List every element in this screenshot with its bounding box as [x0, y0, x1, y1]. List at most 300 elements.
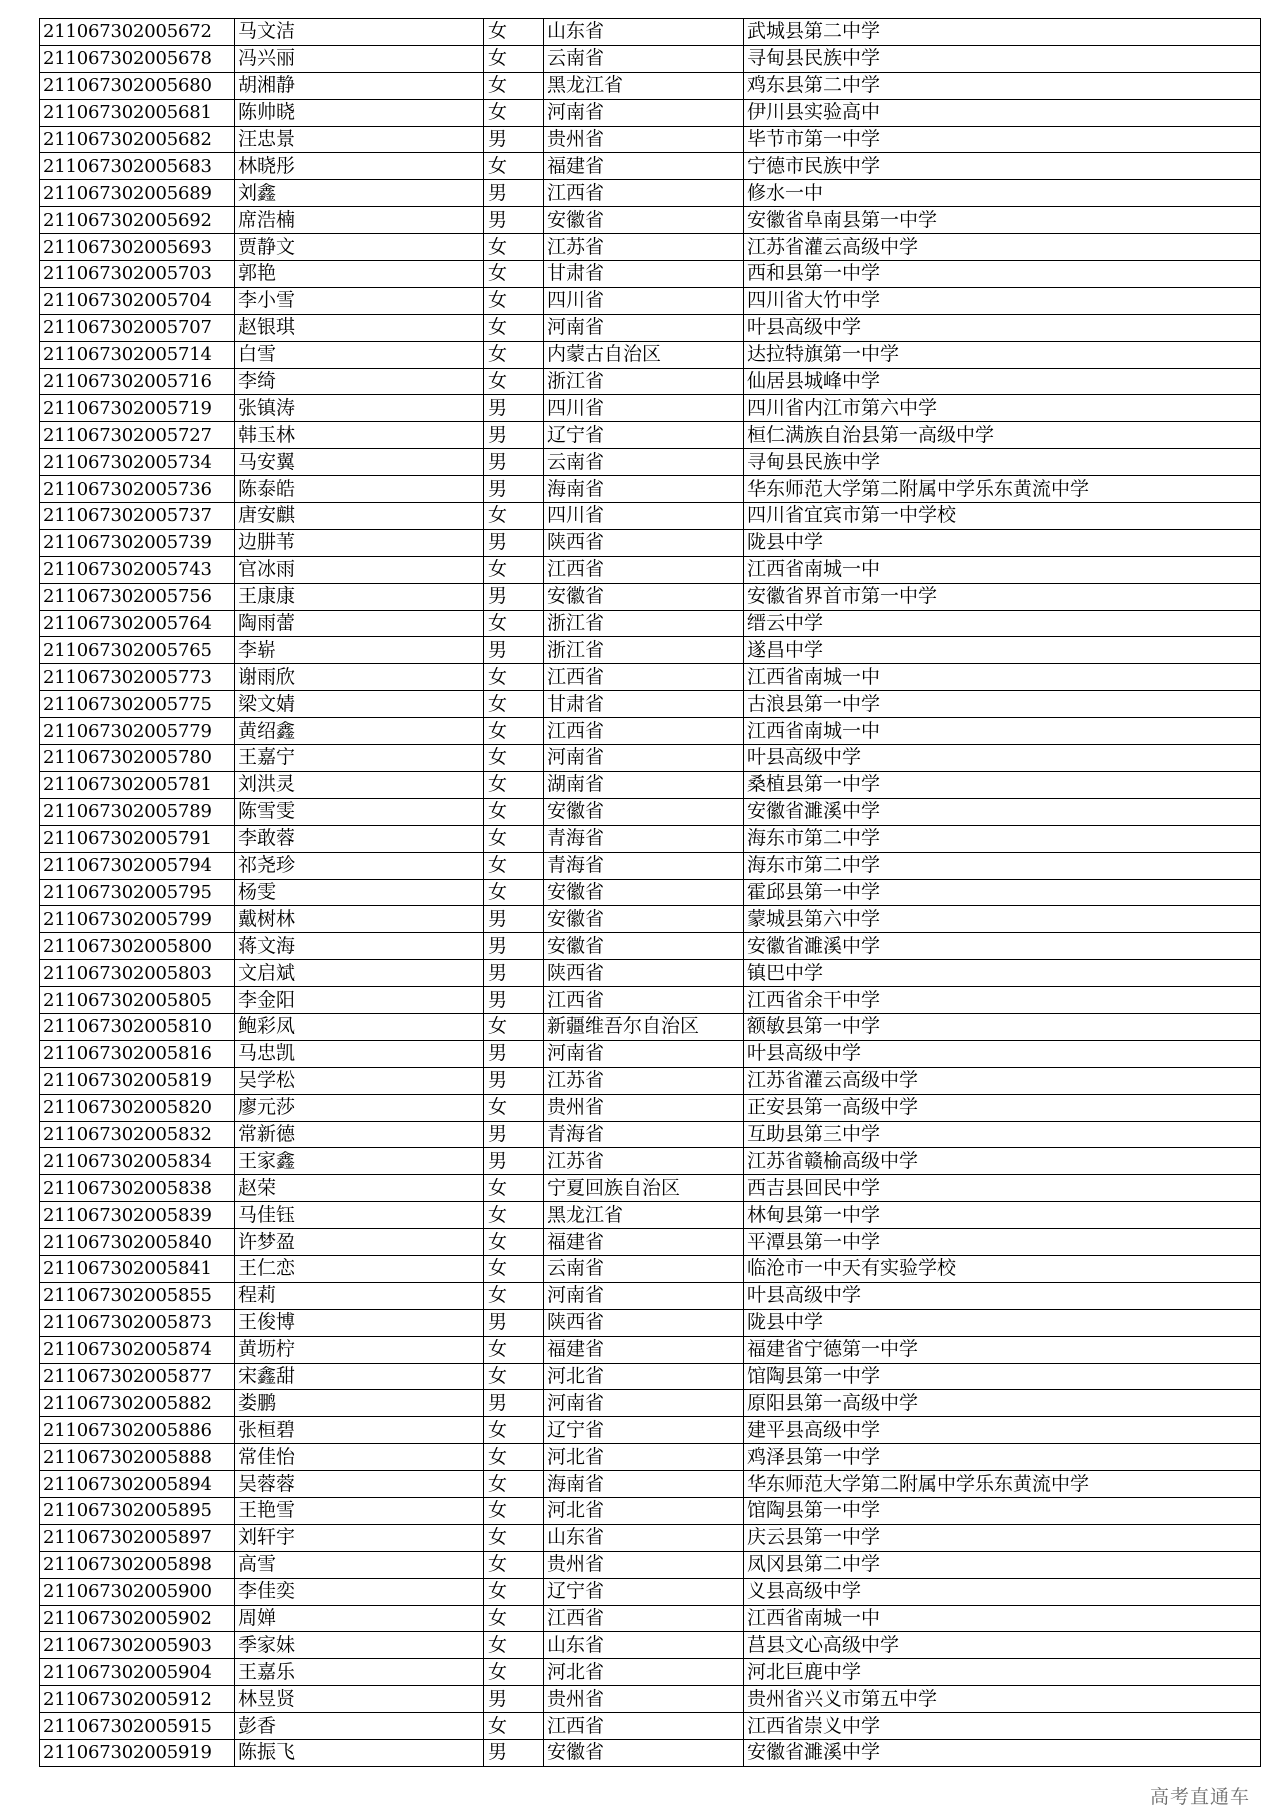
province-cell: 浙江省 — [544, 368, 744, 395]
candidate-id-cell: 211067302005714 — [40, 341, 235, 368]
candidate-id-cell: 211067302005743 — [40, 556, 235, 583]
candidate-id-cell: 211067302005805 — [40, 987, 235, 1014]
province-cell: 福建省 — [544, 153, 744, 180]
province-cell: 甘肃省 — [544, 261, 744, 288]
table-row — [40, 1713, 1261, 1740]
candidate-id-cell: 211067302005683 — [40, 153, 235, 180]
school-name-cell: 正安县第一高级中学 — [744, 1094, 1261, 1121]
table-row — [40, 449, 1261, 476]
candidate-id-cell: 211067302005764 — [40, 610, 235, 637]
student-name-cell: 陈雪雯 — [235, 798, 484, 825]
province-cell: 宁夏回族自治区 — [544, 1175, 744, 1202]
gender-cell: 女 — [484, 1013, 544, 1040]
gender-cell: 女 — [484, 1282, 544, 1309]
gender-cell: 男 — [484, 987, 544, 1014]
table-row — [40, 1013, 1261, 1040]
school-name-cell: 西和县第一中学 — [744, 261, 1261, 288]
school-name-cell: 鸡泽县第一中学 — [744, 1444, 1261, 1471]
student-name-cell: 黄坜柠 — [235, 1336, 484, 1363]
candidate-id-cell: 211067302005855 — [40, 1282, 235, 1309]
student-name-cell: 廖元莎 — [235, 1094, 484, 1121]
province-cell: 海南省 — [544, 476, 744, 503]
province-cell: 河南省 — [544, 314, 744, 341]
table-row — [40, 610, 1261, 637]
table-row — [40, 153, 1261, 180]
school-name-cell: 古浪县第一中学 — [744, 691, 1261, 718]
student-name-cell: 李小雪 — [235, 287, 484, 314]
table-row — [40, 45, 1261, 72]
table-row — [40, 1632, 1261, 1659]
candidate-id-cell: 211067302005839 — [40, 1202, 235, 1229]
school-name-cell: 互助县第三中学 — [744, 1121, 1261, 1148]
candidate-id-cell: 211067302005795 — [40, 879, 235, 906]
province-cell: 安徽省 — [544, 798, 744, 825]
school-name-cell: 武城县第二中学 — [744, 19, 1261, 46]
table-row — [40, 395, 1261, 422]
student-name-cell: 李金阳 — [235, 987, 484, 1014]
province-cell: 贵州省 — [544, 1686, 744, 1713]
province-cell: 浙江省 — [544, 637, 744, 664]
table-row — [40, 476, 1261, 503]
school-name-cell: 四川省宜宾市第一中学校 — [744, 503, 1261, 530]
province-cell: 内蒙古自治区 — [544, 341, 744, 368]
candidate-id-cell: 211067302005707 — [40, 314, 235, 341]
candidate-id-cell: 211067302005888 — [40, 1444, 235, 1471]
school-name-cell: 仙居县城峰中学 — [744, 368, 1261, 395]
gender-cell: 女 — [484, 879, 544, 906]
province-cell: 河北省 — [544, 1659, 744, 1686]
gender-cell: 女 — [484, 153, 544, 180]
candidate-id-cell: 211067302005895 — [40, 1497, 235, 1524]
table-row — [40, 1659, 1261, 1686]
gender-cell: 女 — [484, 745, 544, 772]
table-body — [40, 19, 1261, 1767]
candidate-id-cell: 211067302005820 — [40, 1094, 235, 1121]
student-name-cell: 郭艳 — [235, 261, 484, 288]
gender-cell: 女 — [484, 1659, 544, 1686]
province-cell: 安徽省 — [544, 207, 744, 234]
table-row — [40, 771, 1261, 798]
province-cell: 安徽省 — [544, 879, 744, 906]
student-name-cell: 贾静文 — [235, 234, 484, 261]
candidate-id-cell: 211067302005716 — [40, 368, 235, 395]
gender-cell: 女 — [484, 234, 544, 261]
school-name-cell: 江西省余干中学 — [744, 987, 1261, 1014]
table-row — [40, 207, 1261, 234]
province-cell: 江西省 — [544, 556, 744, 583]
school-name-cell: 江西省南城一中 — [744, 1605, 1261, 1632]
gender-cell: 男 — [484, 422, 544, 449]
candidate-id-cell: 211067302005840 — [40, 1229, 235, 1256]
gender-cell: 男 — [484, 1686, 544, 1713]
province-cell: 江西省 — [544, 180, 744, 207]
province-cell: 黑龙江省 — [544, 72, 744, 99]
table-row — [40, 987, 1261, 1014]
gender-cell: 女 — [484, 368, 544, 395]
candidate-id-cell: 211067302005810 — [40, 1013, 235, 1040]
school-name-cell: 庆云县第一中学 — [744, 1524, 1261, 1551]
table-row — [40, 1417, 1261, 1444]
gender-cell: 女 — [484, 287, 544, 314]
gender-cell: 女 — [484, 691, 544, 718]
gender-cell: 女 — [484, 664, 544, 691]
gender-cell: 男 — [484, 960, 544, 987]
table-row — [40, 825, 1261, 852]
gender-cell: 女 — [484, 261, 544, 288]
school-name-cell: 安徽省濉溪中学 — [744, 1740, 1261, 1767]
student-name-cell: 李敢蓉 — [235, 825, 484, 852]
candidate-id-cell: 211067302005680 — [40, 72, 235, 99]
candidate-id-cell: 211067302005873 — [40, 1309, 235, 1336]
student-name-cell: 宋鑫甜 — [235, 1363, 484, 1390]
province-cell: 安徽省 — [544, 933, 744, 960]
student-name-cell: 林昱贤 — [235, 1686, 484, 1713]
candidate-id-cell: 211067302005882 — [40, 1390, 235, 1417]
student-name-cell: 汪忠景 — [235, 126, 484, 153]
province-cell: 甘肃省 — [544, 691, 744, 718]
gender-cell: 男 — [484, 449, 544, 476]
table-row — [40, 503, 1261, 530]
table-row — [40, 1336, 1261, 1363]
gender-cell: 女 — [484, 1632, 544, 1659]
candidate-id-cell: 211067302005915 — [40, 1713, 235, 1740]
table-row — [40, 529, 1261, 556]
candidate-id-cell: 211067302005739 — [40, 529, 235, 556]
school-name-cell: 安徽省界首市第一中学 — [744, 583, 1261, 610]
school-name-cell: 安徽省濉溪中学 — [744, 798, 1261, 825]
province-cell: 河北省 — [544, 1497, 744, 1524]
gender-cell: 女 — [484, 72, 544, 99]
student-name-cell: 马文洁 — [235, 19, 484, 46]
gender-cell: 女 — [484, 1578, 544, 1605]
candidate-id-cell: 211067302005789 — [40, 798, 235, 825]
student-name-cell: 祁尧珍 — [235, 852, 484, 879]
school-name-cell: 伊川县实验高中 — [744, 99, 1261, 126]
candidate-id-cell: 211067302005693 — [40, 234, 235, 261]
student-name-cell: 王俊博 — [235, 1309, 484, 1336]
school-name-cell: 霍邱县第一中学 — [744, 879, 1261, 906]
gender-cell: 男 — [484, 1148, 544, 1175]
student-name-cell: 程莉 — [235, 1282, 484, 1309]
gender-cell: 男 — [484, 1309, 544, 1336]
school-name-cell: 缙云中学 — [744, 610, 1261, 637]
gender-cell: 女 — [484, 99, 544, 126]
province-cell: 江西省 — [544, 664, 744, 691]
table-row — [40, 1740, 1261, 1767]
province-cell: 江西省 — [544, 1713, 744, 1740]
province-cell: 安徽省 — [544, 583, 744, 610]
table-row — [40, 798, 1261, 825]
table-row — [40, 1148, 1261, 1175]
gender-cell: 男 — [484, 529, 544, 556]
student-name-cell: 常佳怡 — [235, 1444, 484, 1471]
province-cell: 黑龙江省 — [544, 1202, 744, 1229]
school-name-cell: 额敏县第一中学 — [744, 1013, 1261, 1040]
gender-cell: 女 — [484, 1202, 544, 1229]
candidate-id-cell: 211067302005877 — [40, 1363, 235, 1390]
candidate-id-cell: 211067302005819 — [40, 1067, 235, 1094]
gender-cell: 女 — [484, 1713, 544, 1740]
table-row — [40, 1067, 1261, 1094]
school-name-cell: 鸡东县第二中学 — [744, 72, 1261, 99]
table-row — [40, 1605, 1261, 1632]
gender-cell: 女 — [484, 19, 544, 46]
school-name-cell: 修水一中 — [744, 180, 1261, 207]
candidate-id-cell: 211067302005719 — [40, 395, 235, 422]
school-name-cell: 安徽省濉溪中学 — [744, 933, 1261, 960]
table-row — [40, 1471, 1261, 1498]
candidate-id-cell: 211067302005800 — [40, 933, 235, 960]
candidate-id-cell: 211067302005734 — [40, 449, 235, 476]
student-name-cell: 杨雯 — [235, 879, 484, 906]
province-cell: 河南省 — [544, 1040, 744, 1067]
student-name-cell: 刘鑫 — [235, 180, 484, 207]
candidate-id-cell: 211067302005838 — [40, 1175, 235, 1202]
student-name-cell: 吴学松 — [235, 1067, 484, 1094]
candidate-id-cell: 211067302005779 — [40, 718, 235, 745]
gender-cell: 女 — [484, 825, 544, 852]
student-name-cell: 官冰雨 — [235, 556, 484, 583]
school-name-cell: 临沧市一中天有实验学校 — [744, 1255, 1261, 1282]
student-name-cell: 文启斌 — [235, 960, 484, 987]
school-name-cell: 四川省内江市第六中学 — [744, 395, 1261, 422]
school-name-cell: 江西省南城一中 — [744, 556, 1261, 583]
candidate-id-cell: 211067302005791 — [40, 825, 235, 852]
gender-cell: 女 — [484, 556, 544, 583]
gender-cell: 男 — [484, 476, 544, 503]
student-name-cell: 陈振飞 — [235, 1740, 484, 1767]
student-name-cell: 周婵 — [235, 1605, 484, 1632]
table-row — [40, 1390, 1261, 1417]
province-cell: 江西省 — [544, 718, 744, 745]
province-cell: 山东省 — [544, 19, 744, 46]
gender-cell: 女 — [484, 1363, 544, 1390]
table-row — [40, 314, 1261, 341]
student-name-cell: 刘洪灵 — [235, 771, 484, 798]
province-cell: 贵州省 — [544, 126, 744, 153]
table-row — [40, 906, 1261, 933]
gender-cell: 男 — [484, 1067, 544, 1094]
school-name-cell: 凤冈县第二中学 — [744, 1551, 1261, 1578]
candidate-id-cell: 211067302005678 — [40, 45, 235, 72]
gender-cell: 女 — [484, 503, 544, 530]
candidate-id-cell: 211067302005886 — [40, 1417, 235, 1444]
province-cell: 江西省 — [544, 987, 744, 1014]
province-cell: 河南省 — [544, 1390, 744, 1417]
student-name-cell: 胡湘静 — [235, 72, 484, 99]
candidate-id-cell: 211067302005736 — [40, 476, 235, 503]
table-row — [40, 960, 1261, 987]
student-name-cell: 白雪 — [235, 341, 484, 368]
student-name-cell: 季家妹 — [235, 1632, 484, 1659]
school-name-cell: 贵州省兴义市第五中学 — [744, 1686, 1261, 1713]
candidate-id-cell: 211067302005912 — [40, 1686, 235, 1713]
gender-cell: 男 — [484, 1040, 544, 1067]
candidate-id-cell: 211067302005919 — [40, 1740, 235, 1767]
province-cell: 河南省 — [544, 1282, 744, 1309]
school-name-cell: 原阳县第一高级中学 — [744, 1390, 1261, 1417]
province-cell: 江苏省 — [544, 234, 744, 261]
candidate-id-cell: 211067302005894 — [40, 1471, 235, 1498]
gender-cell: 女 — [484, 1471, 544, 1498]
student-name-cell: 鲍彩凤 — [235, 1013, 484, 1040]
gender-cell: 女 — [484, 341, 544, 368]
student-name-cell: 许梦盈 — [235, 1229, 484, 1256]
school-name-cell: 叶县高级中学 — [744, 1282, 1261, 1309]
school-name-cell: 福建省宁德第一中学 — [744, 1336, 1261, 1363]
candidate-id-cell: 211067302005773 — [40, 664, 235, 691]
table-row — [40, 19, 1261, 46]
student-name-cell: 张桓碧 — [235, 1417, 484, 1444]
province-cell: 新疆维吾尔自治区 — [544, 1013, 744, 1040]
candidate-id-cell: 211067302005832 — [40, 1121, 235, 1148]
table-row — [40, 287, 1261, 314]
province-cell: 安徽省 — [544, 1740, 744, 1767]
table-row — [40, 368, 1261, 395]
student-name-cell: 梁文婧 — [235, 691, 484, 718]
school-name-cell: 西吉县回民中学 — [744, 1175, 1261, 1202]
table-row — [40, 1255, 1261, 1282]
candidate-id-cell: 211067302005765 — [40, 637, 235, 664]
candidate-id-cell: 211067302005799 — [40, 906, 235, 933]
student-name-cell: 高雪 — [235, 1551, 484, 1578]
school-name-cell: 林甸县第一中学 — [744, 1202, 1261, 1229]
gender-cell: 男 — [484, 1121, 544, 1148]
table-row — [40, 1094, 1261, 1121]
table-row — [40, 933, 1261, 960]
watermark-text: 高考直通车 — [1149, 1786, 1250, 1808]
school-name-cell: 馆陶县第一中学 — [744, 1363, 1261, 1390]
school-name-cell: 毕节市第一中学 — [744, 126, 1261, 153]
table-row — [40, 1282, 1261, 1309]
table-row — [40, 1686, 1261, 1713]
candidate-id-cell: 211067302005704 — [40, 287, 235, 314]
table-row — [40, 1175, 1261, 1202]
table-row — [40, 341, 1261, 368]
student-name-cell: 王家鑫 — [235, 1148, 484, 1175]
candidate-id-cell: 211067302005794 — [40, 852, 235, 879]
school-name-cell: 义县高级中学 — [744, 1578, 1261, 1605]
candidate-id-cell: 211067302005775 — [40, 691, 235, 718]
province-cell: 辽宁省 — [544, 1417, 744, 1444]
student-name-cell: 常新德 — [235, 1121, 484, 1148]
student-name-cell: 戴树林 — [235, 906, 484, 933]
province-cell: 福建省 — [544, 1229, 744, 1256]
province-cell: 河南省 — [544, 745, 744, 772]
school-name-cell: 江西省崇义中学 — [744, 1713, 1261, 1740]
candidate-id-cell: 211067302005737 — [40, 503, 235, 530]
table-row — [40, 1121, 1261, 1148]
candidate-id-cell: 211067302005689 — [40, 180, 235, 207]
gender-cell: 男 — [484, 395, 544, 422]
table-row — [40, 1444, 1261, 1471]
student-name-cell: 王仁恋 — [235, 1255, 484, 1282]
province-cell: 浙江省 — [544, 610, 744, 637]
table-row — [40, 852, 1261, 879]
student-name-cell: 刘轩宇 — [235, 1524, 484, 1551]
table-row — [40, 126, 1261, 153]
admission-list-table — [39, 18, 1261, 1767]
student-name-cell: 边肼苇 — [235, 529, 484, 556]
gender-cell: 女 — [484, 1417, 544, 1444]
school-name-cell: 蒙城县第六中学 — [744, 906, 1261, 933]
table-row — [40, 261, 1261, 288]
gender-cell: 女 — [484, 610, 544, 637]
school-name-cell: 桓仁满族自治县第一高级中学 — [744, 422, 1261, 449]
gender-cell: 男 — [484, 906, 544, 933]
gender-cell: 女 — [484, 1255, 544, 1282]
student-name-cell: 陈帅晓 — [235, 99, 484, 126]
table-row — [40, 664, 1261, 691]
gender-cell: 男 — [484, 126, 544, 153]
candidate-id-cell: 211067302005903 — [40, 1632, 235, 1659]
province-cell: 安徽省 — [544, 906, 744, 933]
gender-cell: 女 — [484, 718, 544, 745]
gender-cell: 女 — [484, 1497, 544, 1524]
school-name-cell: 莒县文心高级中学 — [744, 1632, 1261, 1659]
student-name-cell: 王嘉宁 — [235, 745, 484, 772]
gender-cell: 女 — [484, 45, 544, 72]
table-row — [40, 1578, 1261, 1605]
province-cell: 青海省 — [544, 1121, 744, 1148]
table-row — [40, 691, 1261, 718]
school-name-cell: 叶县高级中学 — [744, 314, 1261, 341]
student-name-cell: 赵银琪 — [235, 314, 484, 341]
school-name-cell: 江苏省赣榆高级中学 — [744, 1148, 1261, 1175]
gender-cell: 女 — [484, 1524, 544, 1551]
school-name-cell: 叶县高级中学 — [744, 1040, 1261, 1067]
table-row — [40, 745, 1261, 772]
candidate-id-cell: 211067302005703 — [40, 261, 235, 288]
school-name-cell: 江西省南城一中 — [744, 664, 1261, 691]
table-row — [40, 1551, 1261, 1578]
school-name-cell: 建平县高级中学 — [744, 1417, 1261, 1444]
candidate-id-cell: 211067302005727 — [40, 422, 235, 449]
candidate-id-cell: 211067302005834 — [40, 1148, 235, 1175]
gender-cell: 男 — [484, 180, 544, 207]
table-row — [40, 1524, 1261, 1551]
school-name-cell: 达拉特旗第一中学 — [744, 341, 1261, 368]
table-row — [40, 556, 1261, 583]
candidate-id-cell: 211067302005781 — [40, 771, 235, 798]
student-name-cell: 谢雨欣 — [235, 664, 484, 691]
student-name-cell: 唐安麒 — [235, 503, 484, 530]
candidate-id-cell: 211067302005682 — [40, 126, 235, 153]
candidate-id-cell: 211067302005816 — [40, 1040, 235, 1067]
gender-cell: 男 — [484, 637, 544, 664]
gender-cell: 女 — [484, 852, 544, 879]
school-name-cell: 馆陶县第一中学 — [744, 1497, 1261, 1524]
gender-cell: 女 — [484, 798, 544, 825]
candidate-id-cell: 211067302005874 — [40, 1336, 235, 1363]
school-name-cell: 桑植县第一中学 — [744, 771, 1261, 798]
province-cell: 辽宁省 — [544, 422, 744, 449]
school-name-cell: 安徽省阜南县第一中学 — [744, 207, 1261, 234]
province-cell: 河南省 — [544, 99, 744, 126]
school-name-cell: 陇县中学 — [744, 529, 1261, 556]
candidate-id-cell: 211067302005900 — [40, 1578, 235, 1605]
gender-cell: 女 — [484, 1175, 544, 1202]
province-cell: 云南省 — [544, 45, 744, 72]
school-name-cell: 陇县中学 — [744, 1309, 1261, 1336]
gender-cell: 男 — [484, 933, 544, 960]
province-cell: 河北省 — [544, 1363, 744, 1390]
gender-cell: 女 — [484, 1229, 544, 1256]
candidate-id-cell: 211067302005756 — [40, 583, 235, 610]
student-name-cell: 娄鹏 — [235, 1390, 484, 1417]
table-row — [40, 1497, 1261, 1524]
student-name-cell: 王嘉乐 — [235, 1659, 484, 1686]
